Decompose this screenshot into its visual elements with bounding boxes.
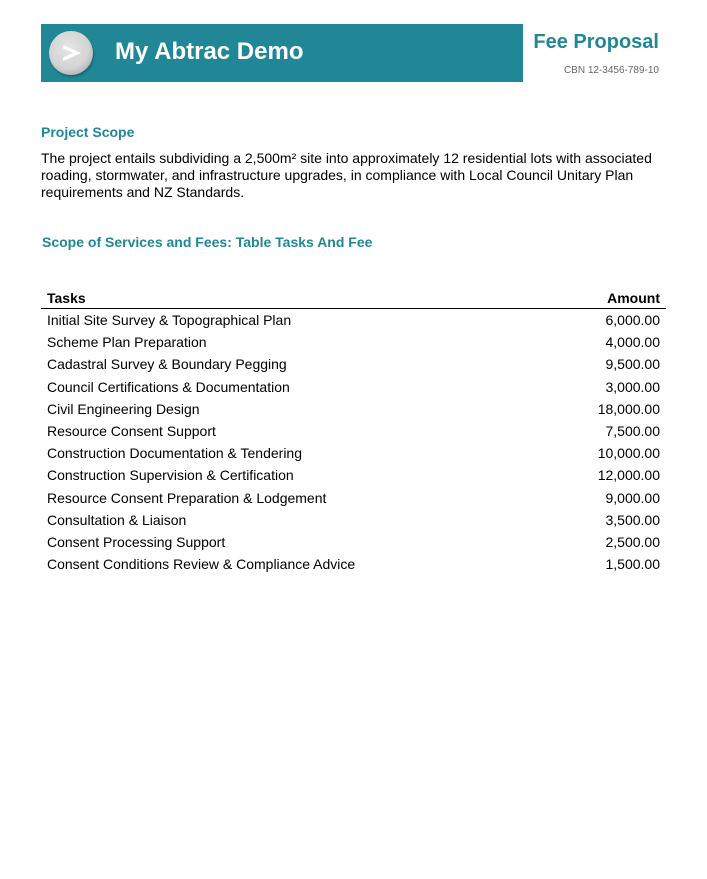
task-amount: 3,500.00: [605, 511, 660, 528]
table-row: [41, 331, 666, 353]
table-row: [41, 531, 666, 553]
table-row: [41, 509, 666, 531]
task-name: Consent Processing Support: [47, 533, 226, 550]
table-row: [41, 442, 666, 464]
document-type-title: Fee Proposal: [533, 31, 659, 53]
task-amount: 9,500.00: [605, 356, 660, 373]
task-amount: 6,000.00: [605, 312, 660, 329]
task-amount: 3,000.00: [605, 378, 660, 395]
table-row: [41, 487, 666, 509]
task-name: Consultation & Liaison: [47, 511, 187, 528]
task-name: Initial Site Survey & Topographical Plan: [47, 312, 292, 329]
project-scope-heading: Project Scope: [41, 124, 135, 140]
project-scope-text: The project entails subdividing a 2,500m² site into approximately 12 residential lots with associated roading, stormwater, and infrastructure upgrades, in compliance with Local Council Unitary Plan requirements and NZ Standards.: [41, 150, 652, 200]
task-amount: 18,000.00: [597, 400, 660, 417]
table-row: [41, 353, 666, 375]
task-amount: 12,000.00: [597, 467, 660, 484]
task-name: Resource Consent Support: [47, 423, 216, 440]
task-amount: 10,000.00: [597, 445, 660, 462]
task-name: Council Certifications & Documentation: [47, 378, 290, 395]
services-fees-heading: Scope of Services and Fees: Table Tasks And Fee: [42, 234, 373, 250]
column-header-tasks: Tasks: [41, 289, 548, 309]
table-header-row: [41, 289, 666, 309]
tasks-fees-table: [41, 289, 666, 575]
table-row: [41, 309, 666, 332]
column-header-amount: Amount: [548, 289, 666, 309]
table-row: [41, 420, 666, 442]
task-name: Civil Engineering Design: [47, 400, 200, 417]
task-amount: 4,000.00: [605, 334, 660, 351]
company-business-number: CBN 12-3456-789-10: [563, 65, 659, 76]
header-banner: [41, 24, 523, 82]
task-name: Scheme Plan Preparation: [47, 334, 207, 351]
table-row: [41, 464, 666, 486]
app-title: My Abtrac Demo: [115, 38, 304, 65]
task-name: Construction Supervision & Certification: [47, 467, 294, 484]
task-name: Consent Conditions Review & Compliance Advice: [47, 556, 356, 573]
task-amount: 9,000.00: [605, 489, 660, 506]
table-row: [41, 553, 666, 575]
table-row: [41, 398, 666, 420]
task-name: Construction Documentation & Tendering: [47, 445, 303, 462]
arrow-right-circle-icon: [49, 31, 93, 75]
task-name: Resource Consent Preparation & Lodgement: [47, 489, 327, 506]
task-name: Cadastral Survey & Boundary Pegging: [47, 356, 287, 373]
task-amount: 2,500.00: [605, 533, 660, 550]
task-amount: 1,500.00: [605, 556, 660, 573]
table-row: [41, 376, 666, 398]
task-amount: 7,500.00: [605, 423, 660, 440]
